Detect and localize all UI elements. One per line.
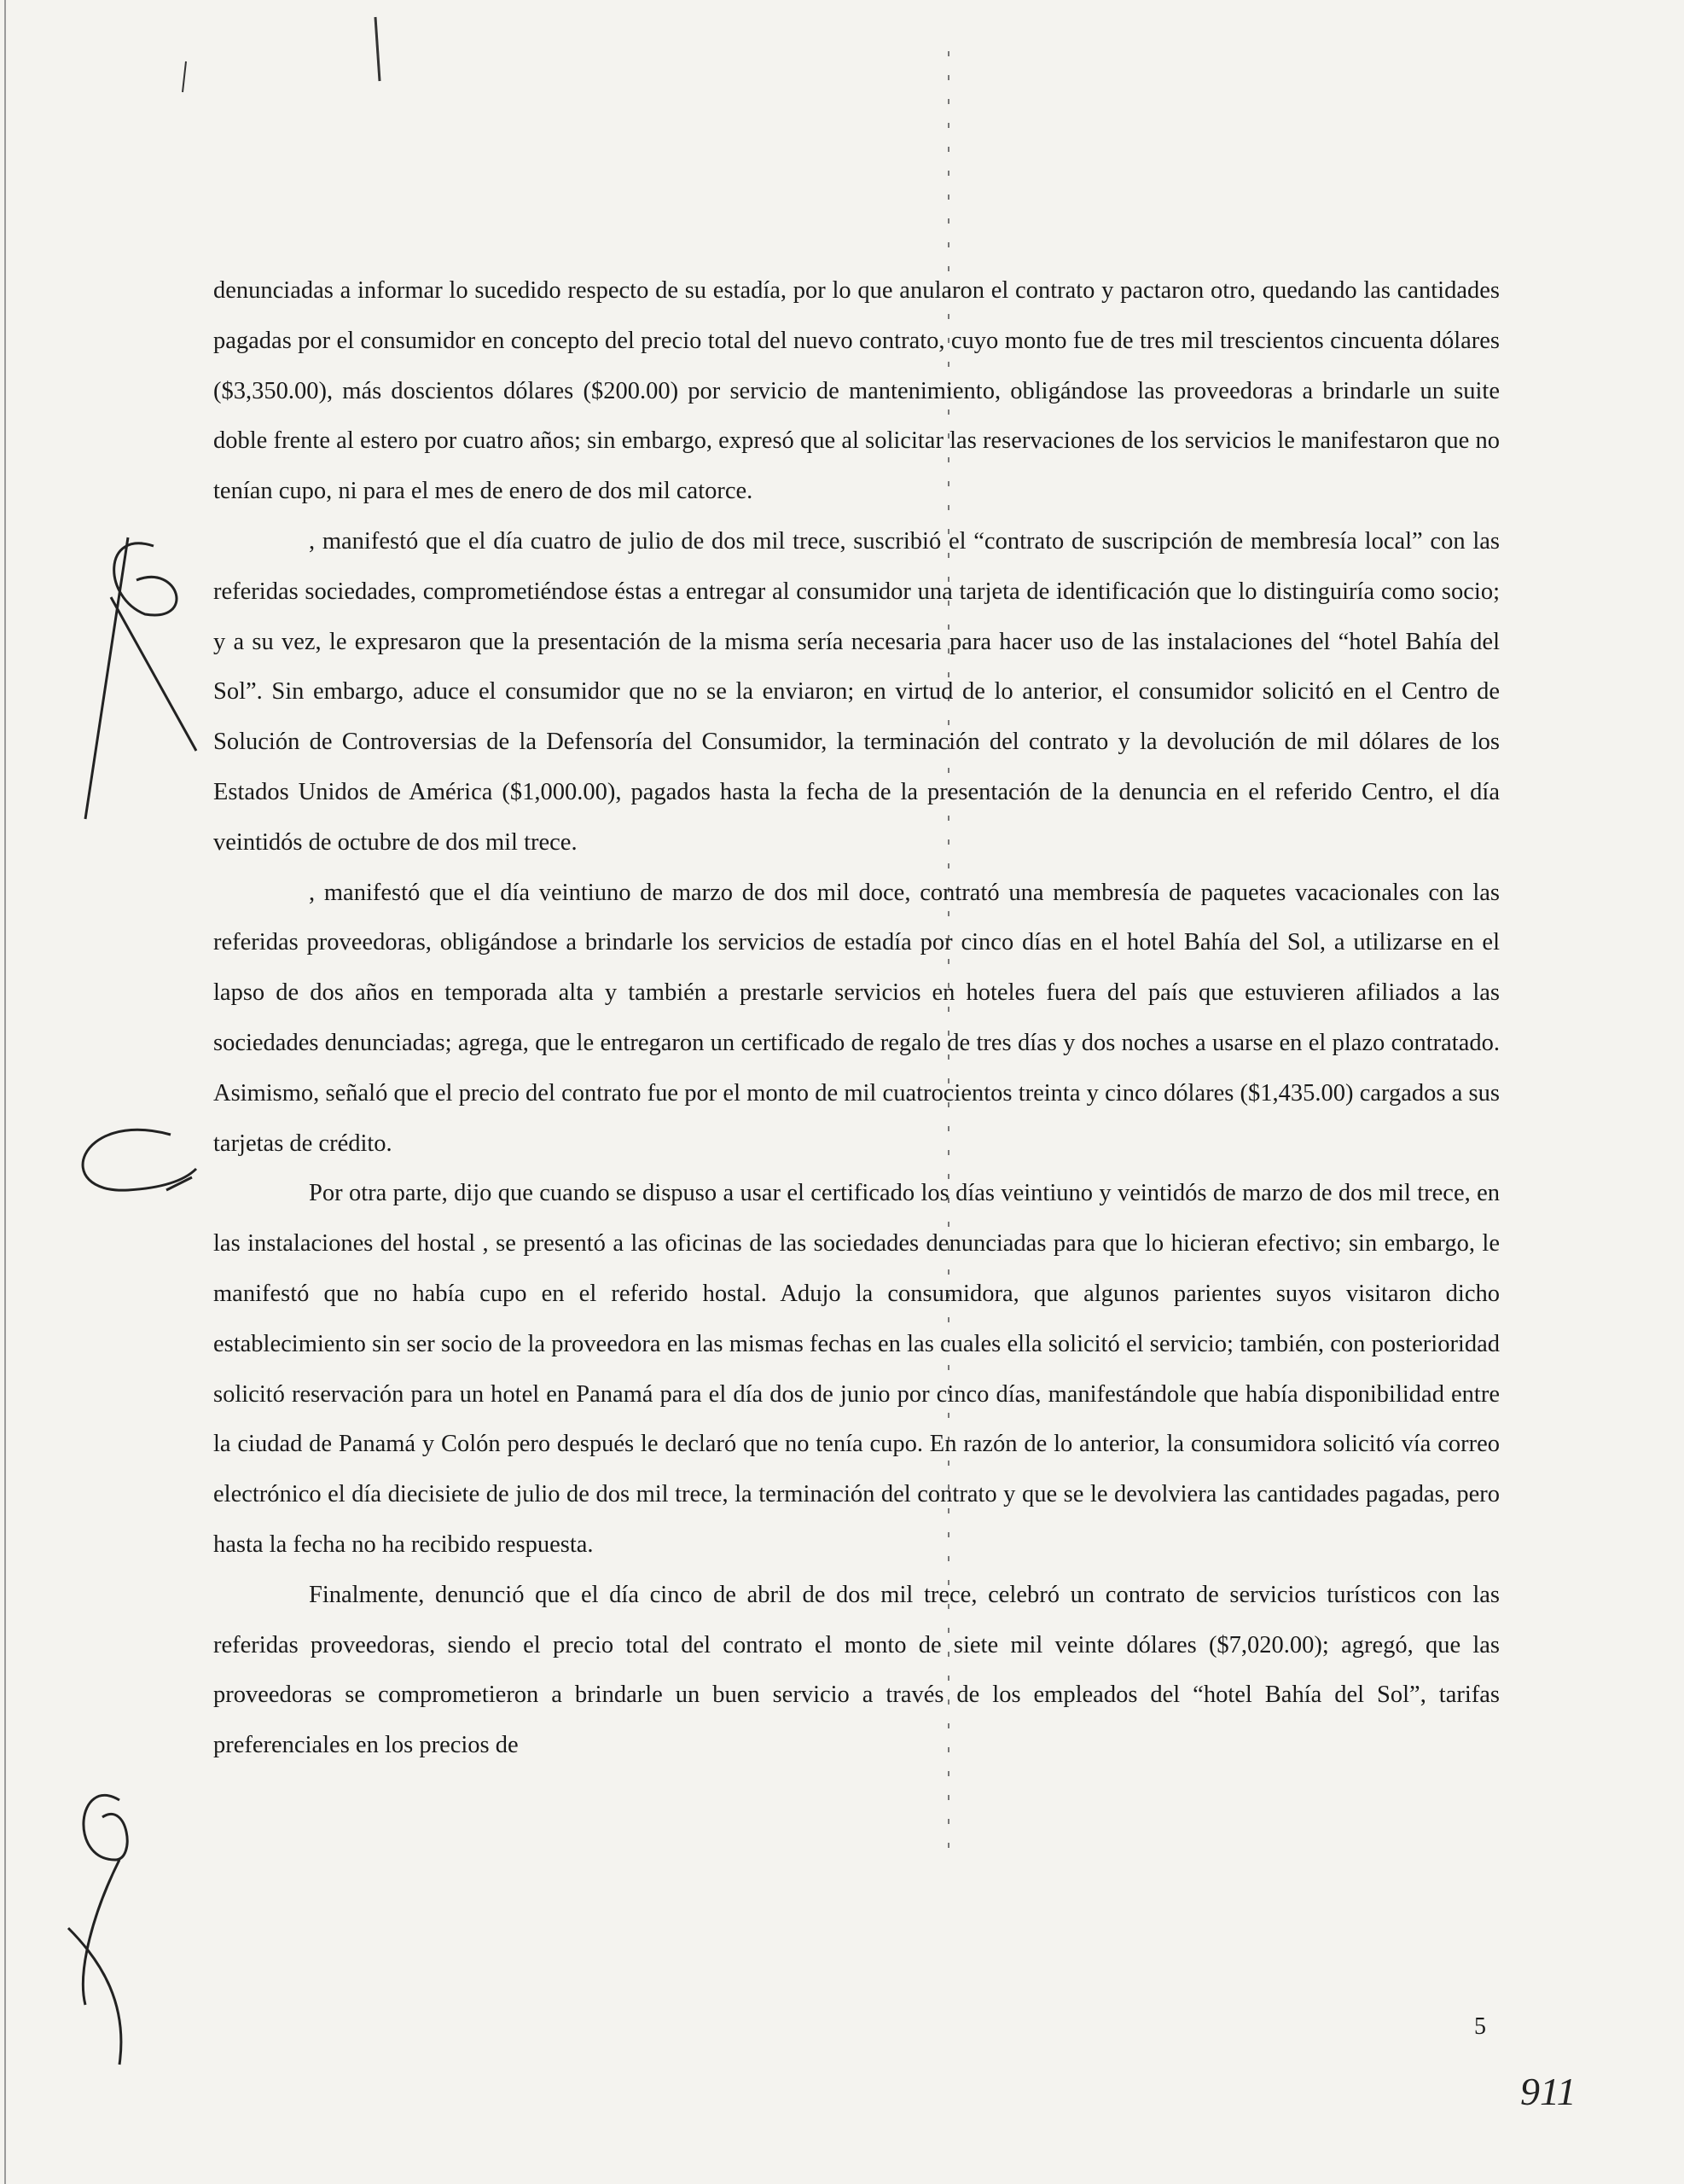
- signature-initials: [85, 537, 196, 819]
- paragraph-5: Finalmente, denunció que el día cinco de abril de dos mil trece, celebró un contrato de servicios turísticos con las referidas proveedoras, siendo el precio total del contrato el monto de siete mil veinte dólares ($7,020.00); agregó, que las proveedoras se comprometieron a brindarle un buen servicio a través de los empleados del “hotel Bahía del Sol”, tarifas preferenciales en los precios de: [213, 1581, 1500, 1759]
- folio-number: 911: [1520, 2070, 1577, 2113]
- top-stroke-mark: [375, 17, 380, 81]
- paragraph-2: , manifestó que el día cuatro de julio de dos mil trece, suscribió el “contrato de suscripción de membresía local” con las referidas sociedades, comprometiéndose éstas a entregar al consumidor una tarjeta de identificación que lo distinguiría como socio; y a su vez, le expresaron que la presentación de la misma sería necesaria para hacer uso de las instalaciones del “hotel Bahía del Sol”. Sin embargo, aduce el consumidor que no se la enviaron; en virtud de lo anterior, el consumidor solicitó en el Centro de Solución de Controversias de la Defensoría del Consumidor, la terminación del contrato y la devolución de mil dólares de los Estados Unidos de América ($1,000.00), pagados hasta la fecha de la presentación de la denuncia en el referido Centro, el día veintidós de octubre de dos mil trece.: [213, 527, 1500, 856]
- paragraph-3: , manifestó que el día veintiuno de marzo de dos mil doce, contrató una membresía de paquetes vacacionales con las referidas proveedoras, obligándose a brindarle los servicios de estadía por cinco días en el hotel Bahía del Sol, a utilizarse en el lapso de dos años en temporada alta y también a prestarle servicios en hoteles fuera del país que estuvieren afiliados a las sociedades denunciadas; agrega, que le entregaron un certificado de regalo de tres días y dos noches a usarse en el plazo contratado. Asimismo, señaló que el precio del contrato fue por el monto de mil cuatrocientos treinta y cinco dólares ($1,435.00) cargados a sus tarjetas de crédito.: [213, 879, 1500, 1157]
- handwritten-numeral: [68, 1795, 127, 2065]
- body-text: [213, 266, 1500, 1771]
- page-number: 5: [1474, 2013, 1486, 2040]
- paragraph-4: Por otra parte, dijo que cuando se dispuso a usar el certificado los días veintiuno y veintidós de marzo de dos mil trece, en las instalaciones del hostal , se presentó a las oficinas de las sociedades denunciadas para que lo hicieran efectivo; sin embargo, le manifestó que no había cupo en el referido hostal. Adujo la consumidora, que algunos parientes suyos visitaron dicho establecimiento sin ser socio de la proveedora en las mismas fechas en las cuales ella solicitó el servicio; también, con posterioridad solicitó reservación para un hotel en Panamá para el día dos de junio por cinco días, manifestándole que había disponibilidad entre la ciudad de Panamá y Colón pero después le declaró que no tenía cupo. En razón de lo anterior, la consumidora solicitó vía correo electrónico el día diecisiete de julio de dos mil trece, la terminación del contrato y que se le devolviera las cantidades pagadas, pero hasta la fecha no ha recibido respuesta.: [213, 1180, 1500, 1558]
- top-stroke-mark-left: [183, 61, 186, 92]
- signature-loop: [83, 1130, 196, 1190]
- paragraph-1: denunciadas a informar lo sucedido respecto de su estadía, por lo que anularon el contrato y pactaron otro, quedando las cantidades pagadas por el consumidor en concepto del precio total del nuevo contrato, cuyo monto fue de tres mil trescientos cincuenta dólares ($3,350.00), más doscientos dólares ($200.00) por servicio de mantenimiento, obligándose las proveedoras a brindarle un suite doble frente al estero por cuatro años; sin embargo, expresó que al solicitar las reservaciones de los servicios le manifestaron que no tenían cupo, ni para el mes de enero de dos mil catorce.: [213, 277, 1500, 505]
